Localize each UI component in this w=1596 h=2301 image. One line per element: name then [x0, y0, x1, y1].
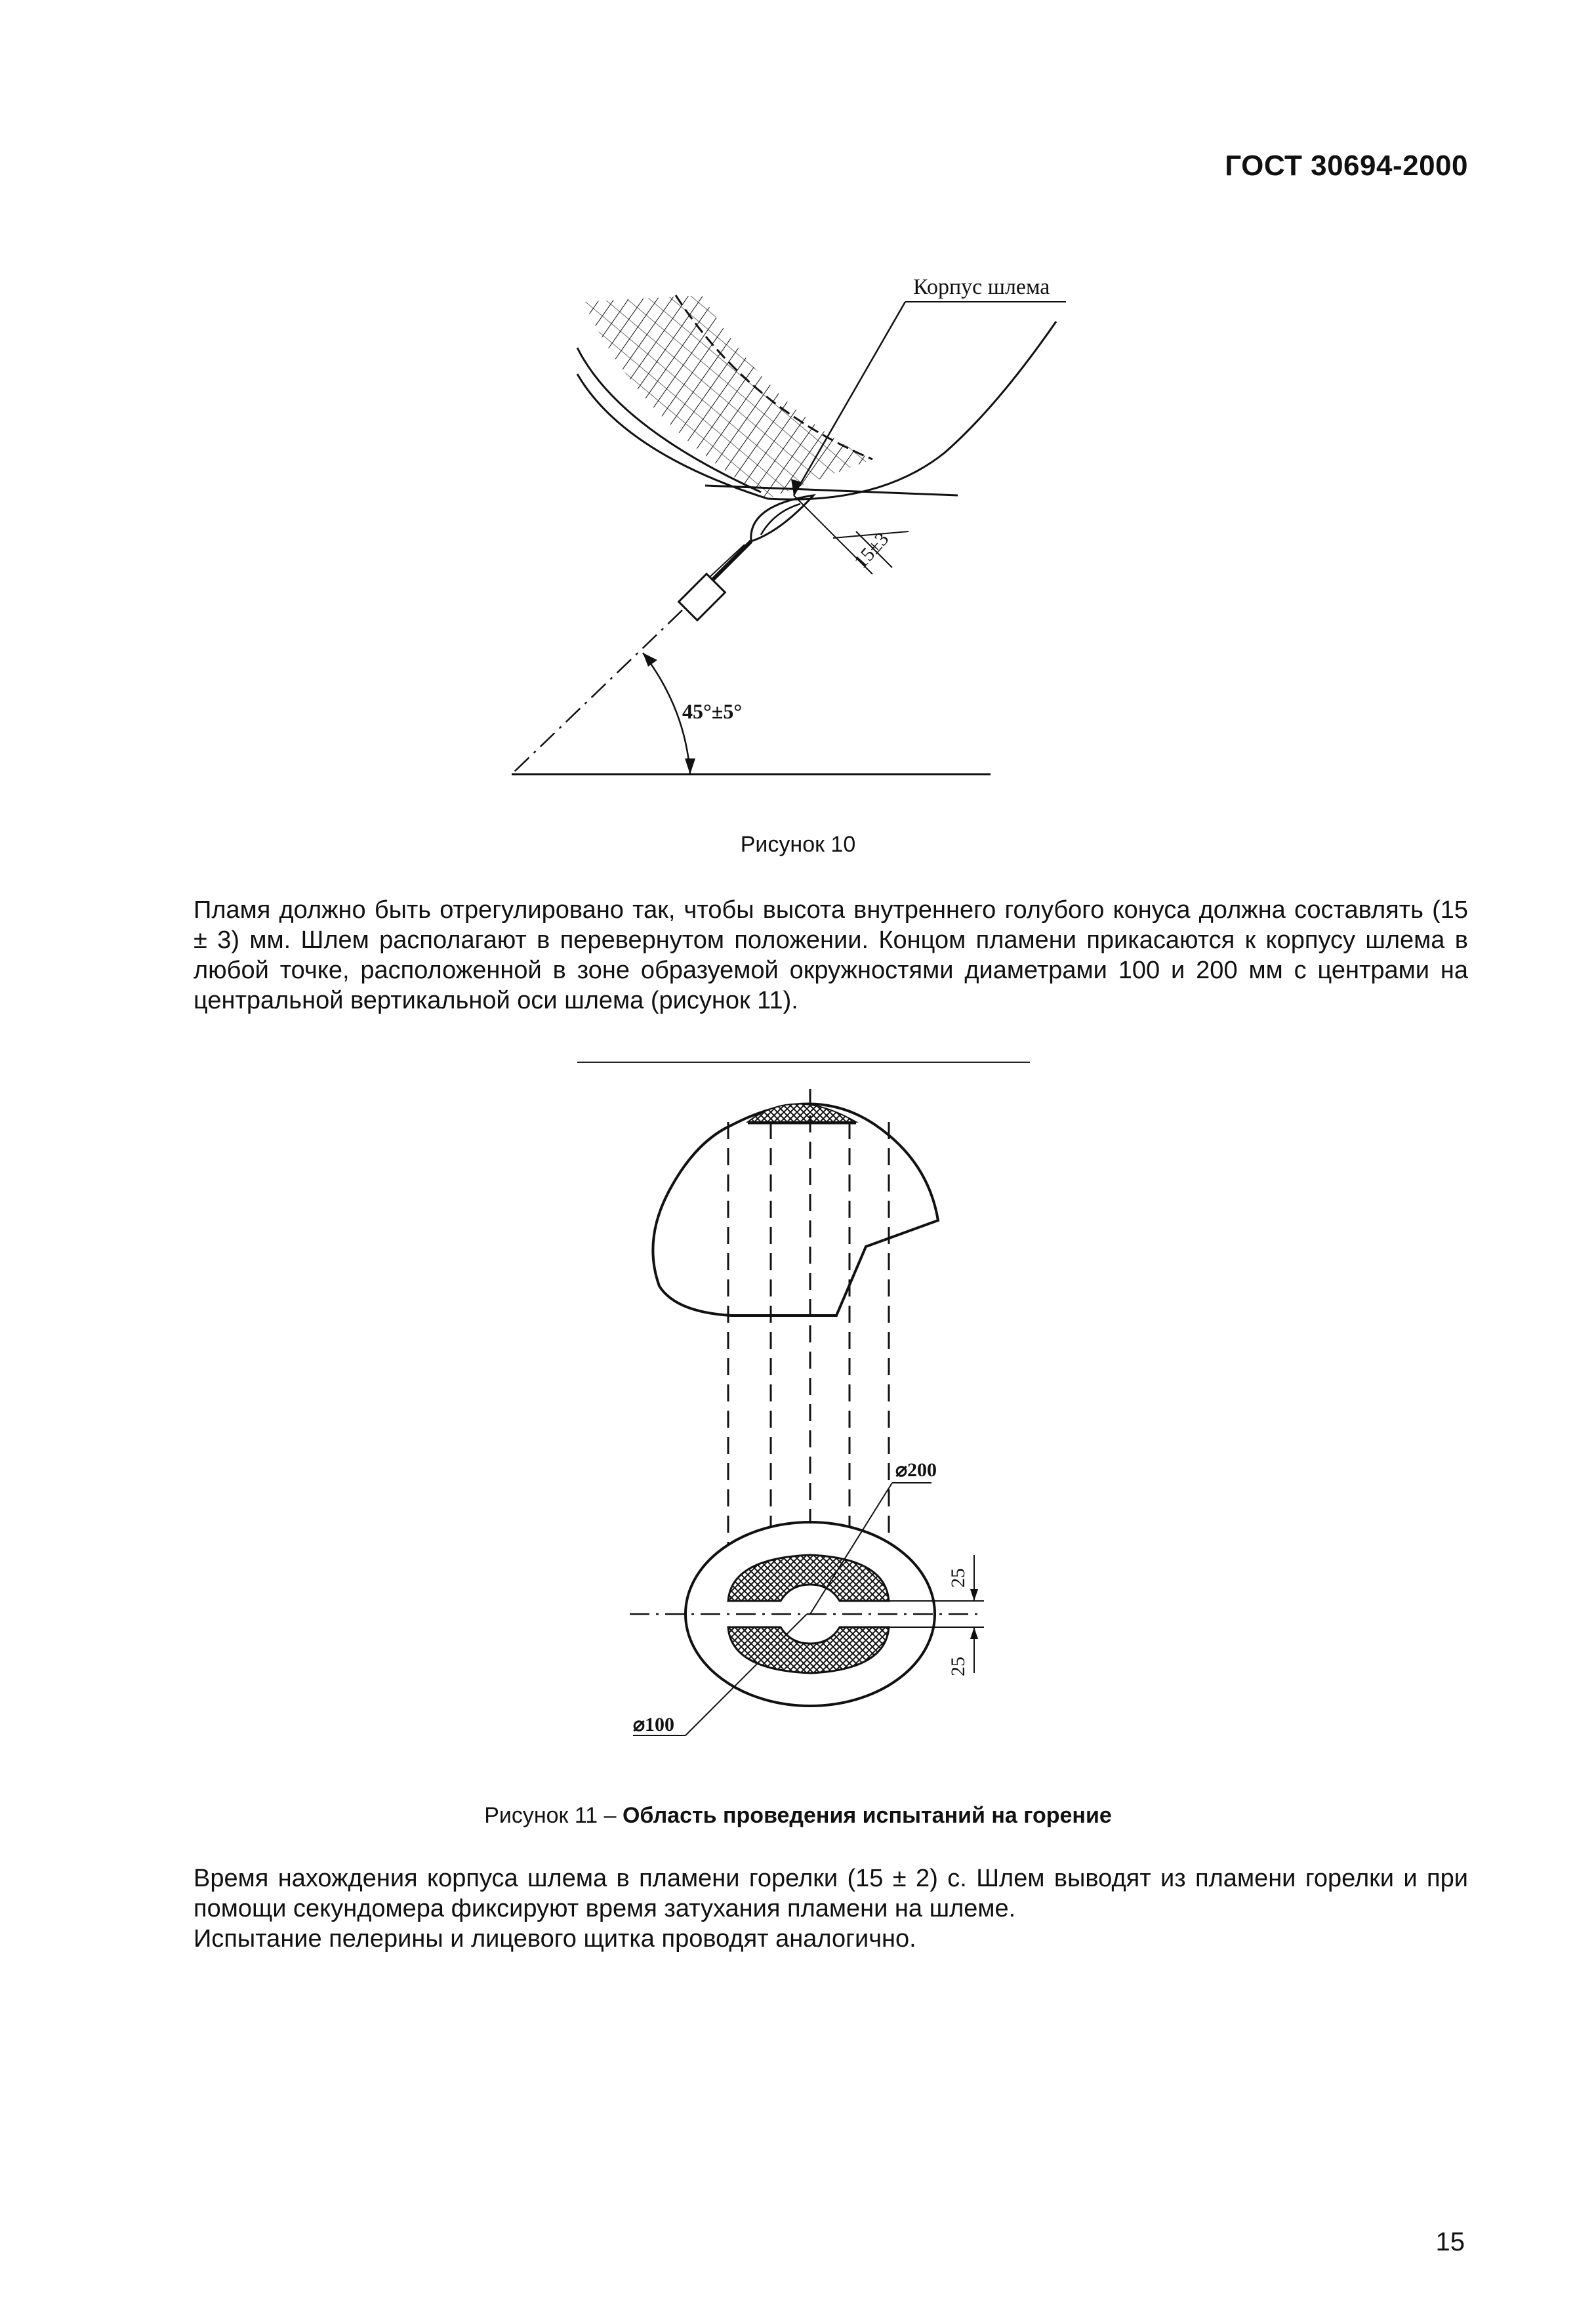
paragraph-flame-adjustment: Пламя должно быть отрегулировано так, чтобы высота внутреннего голубого конуса должна составлять (15 ± 3) мм. Шлем располагают в перевернутом положении. Концом пламени прикасаются к корпусу шлема в любой точке, расположенной в зоне образуемой окружностями диаметрами 100 и 200 мм с центрами на центральной вертикальной оси шлема (рисунок 11).	[194, 896, 1468, 1014]
figure-11-caption	[0, 1803, 1596, 1829]
label-flame-height: 15±3	[849, 528, 893, 573]
flame-icon	[751, 495, 813, 541]
label-angle: 45°±5°	[682, 699, 743, 723]
paragraph-flame-time: Время нахождения корпуса шлема в пламени горелки (15 ± 2) с. Шлем выводят из пламени горелки и при помощи секундомера фиксируют время затухания пламени на шлеме. Испытание пелерины и лицевого щитка проводят аналогично.	[194, 1865, 1468, 1953]
figure-11-diagram	[617, 1050, 1023, 1758]
page-number: 15	[1435, 2228, 1465, 2256]
document-code: ГОСТ 30694-2000	[1225, 150, 1468, 182]
label-25-bottom: 25	[947, 1657, 969, 1676]
figure-10-diagram	[485, 256, 1076, 800]
label-diameter-200: ⌀200	[895, 1459, 937, 1481]
helmet-side-view	[653, 1104, 938, 1316]
burner-body	[679, 574, 726, 621]
label-diameter-100: ⌀100	[633, 1714, 675, 1735]
figure-10-caption: Рисунок 10	[740, 832, 856, 857]
figure-11-caption-title: Область проведения испытаний на горение	[622, 1803, 1112, 1828]
label-helmet-body: Корпус шлема	[913, 275, 1050, 299]
label-25-top: 25	[947, 1568, 969, 1588]
figure-11-caption-prefix: Рисунок 11 –	[484, 1803, 623, 1828]
